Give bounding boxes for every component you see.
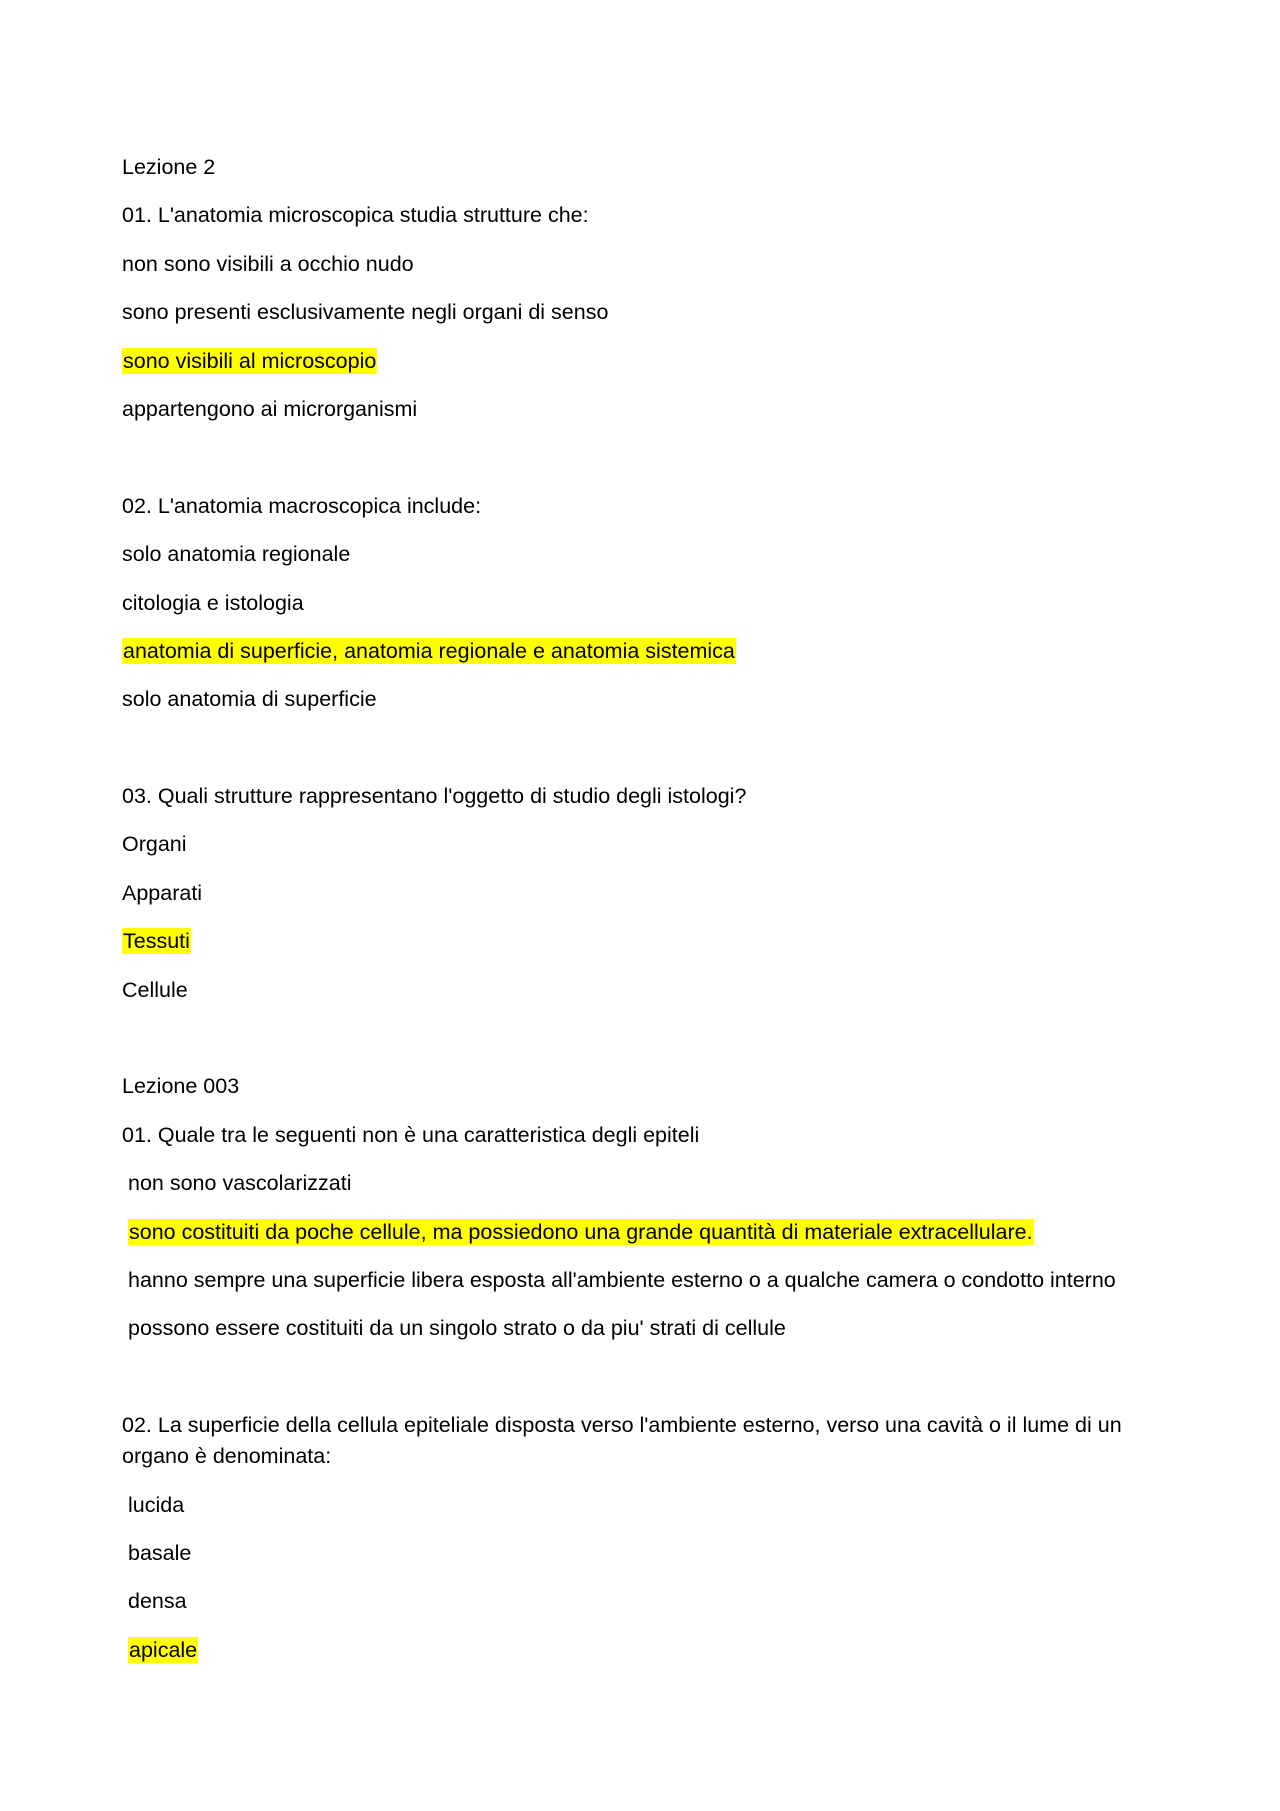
document-content	[122, 152, 1152, 1683]
answer-option	[122, 1168, 1152, 1199]
answer-option-text: densa	[128, 1589, 187, 1614]
answer-option	[122, 1313, 1152, 1344]
answer-option	[122, 588, 1152, 619]
answer-option	[122, 684, 1152, 715]
answer-option-text: basale	[128, 1540, 192, 1565]
highlighted-answer: apicale	[129, 1637, 198, 1662]
answer-option	[122, 539, 1152, 570]
answer-option-text: hanno sempre una superficie libera esposta all'ambiente esterno o a qualche camera o condotto interno	[128, 1267, 1116, 1292]
answer-option-text: possono essere costituiti da un singolo strato o da piu' strati di cellule	[128, 1316, 786, 1341]
answer-option-correct	[122, 1217, 1152, 1248]
answer-option	[122, 975, 1152, 1006]
question-text: 01. Quale tra le seguenti non è una caratteristica degli epiteli	[122, 1122, 700, 1147]
spacer	[122, 733, 1152, 781]
highlighted-answer: sono costituiti da poche cellule, ma possiedono una grande quantità di materiale extracellulare.	[129, 1219, 1033, 1244]
question-text: 02. La superficie della cellula epiteliale disposta verso l'ambiente esterno, verso una cavità o il lume di un organo è denominata:	[122, 1413, 1122, 1469]
answer-option-text: Organi	[122, 832, 187, 857]
answer-option	[122, 1538, 1152, 1569]
question-text: 01. L'anatomia microscopica studia strutture che:	[122, 203, 589, 228]
answer-option	[122, 1586, 1152, 1617]
answer-option	[122, 1490, 1152, 1521]
answer-option-text: solo anatomia regionale	[122, 542, 351, 567]
highlighted-answer: sono visibili al microscopio	[123, 348, 377, 373]
section-title: Lezione 003	[122, 1074, 240, 1099]
answer-option-correct	[122, 1635, 1152, 1666]
answer-option	[122, 878, 1152, 909]
question-text: 02. L'anatomia macroscopica include:	[122, 493, 482, 518]
spacer	[122, 1362, 1152, 1410]
answer-option	[122, 297, 1152, 328]
answer-option-correct	[122, 346, 1152, 377]
answer-option-text: Apparati	[122, 880, 203, 905]
answer-option-text: appartengono ai microrganismi	[122, 396, 418, 421]
answer-option	[122, 829, 1152, 860]
answer-option-correct	[122, 636, 1152, 667]
answer-option-text: sono presenti esclusivamente negli organi di senso	[122, 300, 609, 325]
spacer	[122, 442, 1152, 490]
answer-option-text: citologia e istologia	[122, 590, 304, 615]
answer-option	[122, 394, 1152, 425]
answer-option-correct	[122, 926, 1152, 957]
answer-option	[122, 249, 1152, 280]
answer-option-text: solo anatomia di superficie	[122, 687, 377, 712]
answer-option	[122, 1265, 1152, 1296]
answer-option-text: non sono visibili a occhio nudo	[122, 251, 414, 276]
answer-option-text: non sono vascolarizzati	[128, 1171, 352, 1196]
highlighted-answer: Tessuti	[123, 929, 190, 954]
answer-option-text: lucida	[128, 1492, 185, 1517]
answer-option-text: Cellule	[122, 977, 188, 1002]
section-title: Lezione 2	[122, 155, 216, 179]
highlighted-answer: anatomia di superficie, anatomia regionale e anatomia sistemica	[123, 638, 735, 663]
question-text: 03. Quali strutture rappresentano l'oggetto di studio degli istologi?	[122, 784, 747, 809]
spacer	[122, 1023, 1152, 1071]
